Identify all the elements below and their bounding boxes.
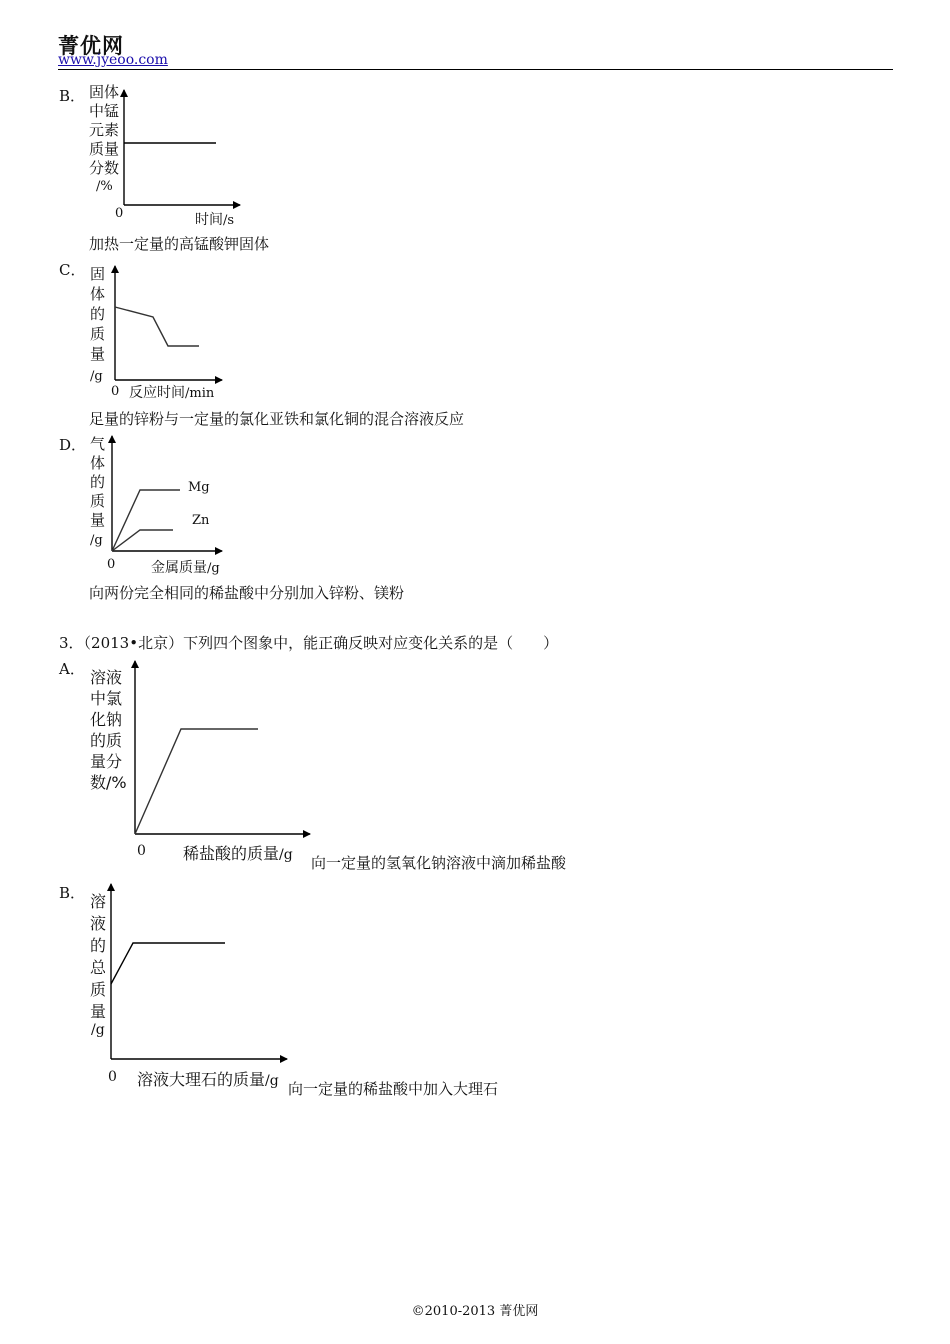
graph-c1-caption: 足量的锌粉与一定量的氯化亚铁和氯化铜的混合溶液反应 (89, 410, 465, 428)
graph-3b-yunit: /g (91, 1022, 105, 1038)
ylabel-line: 的 (90, 473, 106, 491)
graph-3b-origin: 0 (108, 1069, 117, 1085)
graph-b1-xlabel (195, 209, 234, 229)
graph-c1-origin: 0 (111, 384, 120, 399)
graph-3a-ylabel (90, 667, 127, 793)
ylabel-line: 溶 (90, 892, 107, 911)
graph-d1-yunit: /g (90, 533, 103, 548)
graph-3b-curve (111, 943, 225, 984)
ylabel-line: 中氯 (90, 689, 123, 708)
ylabel-line: 体 (90, 454, 106, 472)
xlabel-unit: /min (185, 386, 215, 401)
graph-c1-yunit: /g (90, 369, 103, 384)
ylabel-line: 体 (90, 285, 106, 303)
graph-d1-xlabel (151, 557, 220, 577)
xlabel-text: 反应时间 (129, 385, 185, 401)
xlabel-text: 稀盐酸的质量 (183, 844, 280, 863)
ylabel-line: 元素 (89, 121, 120, 139)
graph-c1-xlabel (129, 382, 214, 402)
graph-d1-curve-zn (112, 530, 173, 551)
ylabel-line: 量 (90, 345, 106, 363)
question-3-stem (59, 632, 558, 653)
option-b1-label: B． (59, 87, 86, 105)
option-3a-label: A． (59, 660, 85, 678)
graph-b1-yunit: /% (96, 179, 113, 194)
graph-d1-origin: 0 (107, 557, 116, 572)
graph-d1-caption: 向两份完全相同的稀盐酸中分别加入锌粉、镁粉 (89, 584, 405, 602)
option-d1-label: D． (59, 436, 87, 454)
graph-3b-axes (111, 884, 287, 1059)
graph-c1-ylabel (90, 264, 105, 364)
ylabel-line: 气 (90, 435, 106, 453)
ylabel-line: 数/% (90, 773, 127, 792)
ylabel-line: 的 (90, 305, 106, 323)
page-footer: ©2010-2013 菁优网 (411, 1304, 539, 1319)
ylabel-line: 分数 (89, 159, 120, 177)
graph-3b-xlabel (137, 1067, 279, 1090)
site-logo: 菁优网 (58, 34, 124, 58)
graph-d1-curve-mg (112, 490, 180, 551)
option-c1-label: C． (59, 261, 86, 279)
question-number: 3． (59, 634, 84, 652)
ylabel-line: 总 (90, 958, 107, 977)
ylabel-line: 液 (90, 914, 107, 933)
question-text: （2013•北京）下列四个图象中，能正确反映对应变化关系的是（ ） (83, 634, 559, 652)
ylabel-line: 固 (90, 265, 106, 283)
ylabel-line: 的 (90, 936, 107, 955)
ylabel-line: 量 (90, 1002, 107, 1021)
option-3b-label: B． (59, 884, 86, 902)
graph-d1-ylabel (90, 435, 105, 530)
graph-b1-axes (124, 90, 240, 205)
graph-c1-curve (115, 307, 199, 346)
graph-3a-xlabel (183, 841, 293, 864)
ylabel-line: 质 (90, 325, 106, 343)
xlabel-unit: /s (223, 213, 235, 228)
graph-b1-origin: 0 (115, 206, 124, 221)
ylabel-line: 量分 (90, 752, 123, 771)
ylabel-line: 质量 (89, 140, 120, 158)
site-url-link[interactable]: www.jyeoo.com (58, 52, 168, 68)
xlabel-unit: /g (265, 1073, 279, 1089)
xlabel-text: 时间 (195, 212, 223, 228)
graph-b1-ylabel (89, 83, 119, 178)
ylabel-line: 质 (90, 492, 106, 510)
graph-d1-series-mg: Mg (188, 480, 210, 495)
graph-3a-axes (135, 661, 310, 834)
ylabel-line: 量 (90, 511, 106, 529)
xlabel-text: 溶液大理石的质量 (137, 1070, 266, 1089)
graph-3a-curve (135, 729, 258, 834)
graph-3b-ylabel (90, 891, 106, 1023)
graph-3b-caption: 向一定量的稀盐酸中加入大理石 (288, 1080, 499, 1098)
ylabel-line: 溶液 (90, 668, 123, 687)
ylabel-line: 化钠 (90, 710, 123, 729)
xlabel-unit: /g (207, 561, 220, 576)
graph-3a-origin: 0 (137, 843, 146, 859)
ylabel-line: 质 (90, 980, 107, 999)
ylabel-line: 中锰 (89, 102, 120, 120)
ylabel-line: 固体 (89, 83, 120, 101)
graph-d1-series-zn: Zn (192, 513, 210, 528)
xlabel-text: 金属质量 (151, 560, 207, 576)
xlabel-unit: /g (279, 847, 293, 863)
graph-3a-caption: 向一定量的氢氧化钠溶液中滴加稀盐酸 (311, 854, 567, 872)
graph-c1-axes (115, 266, 222, 380)
ylabel-line: 的质 (90, 731, 123, 750)
graph-b1-caption: 加热一定量的高锰酸钾固体 (89, 235, 270, 253)
